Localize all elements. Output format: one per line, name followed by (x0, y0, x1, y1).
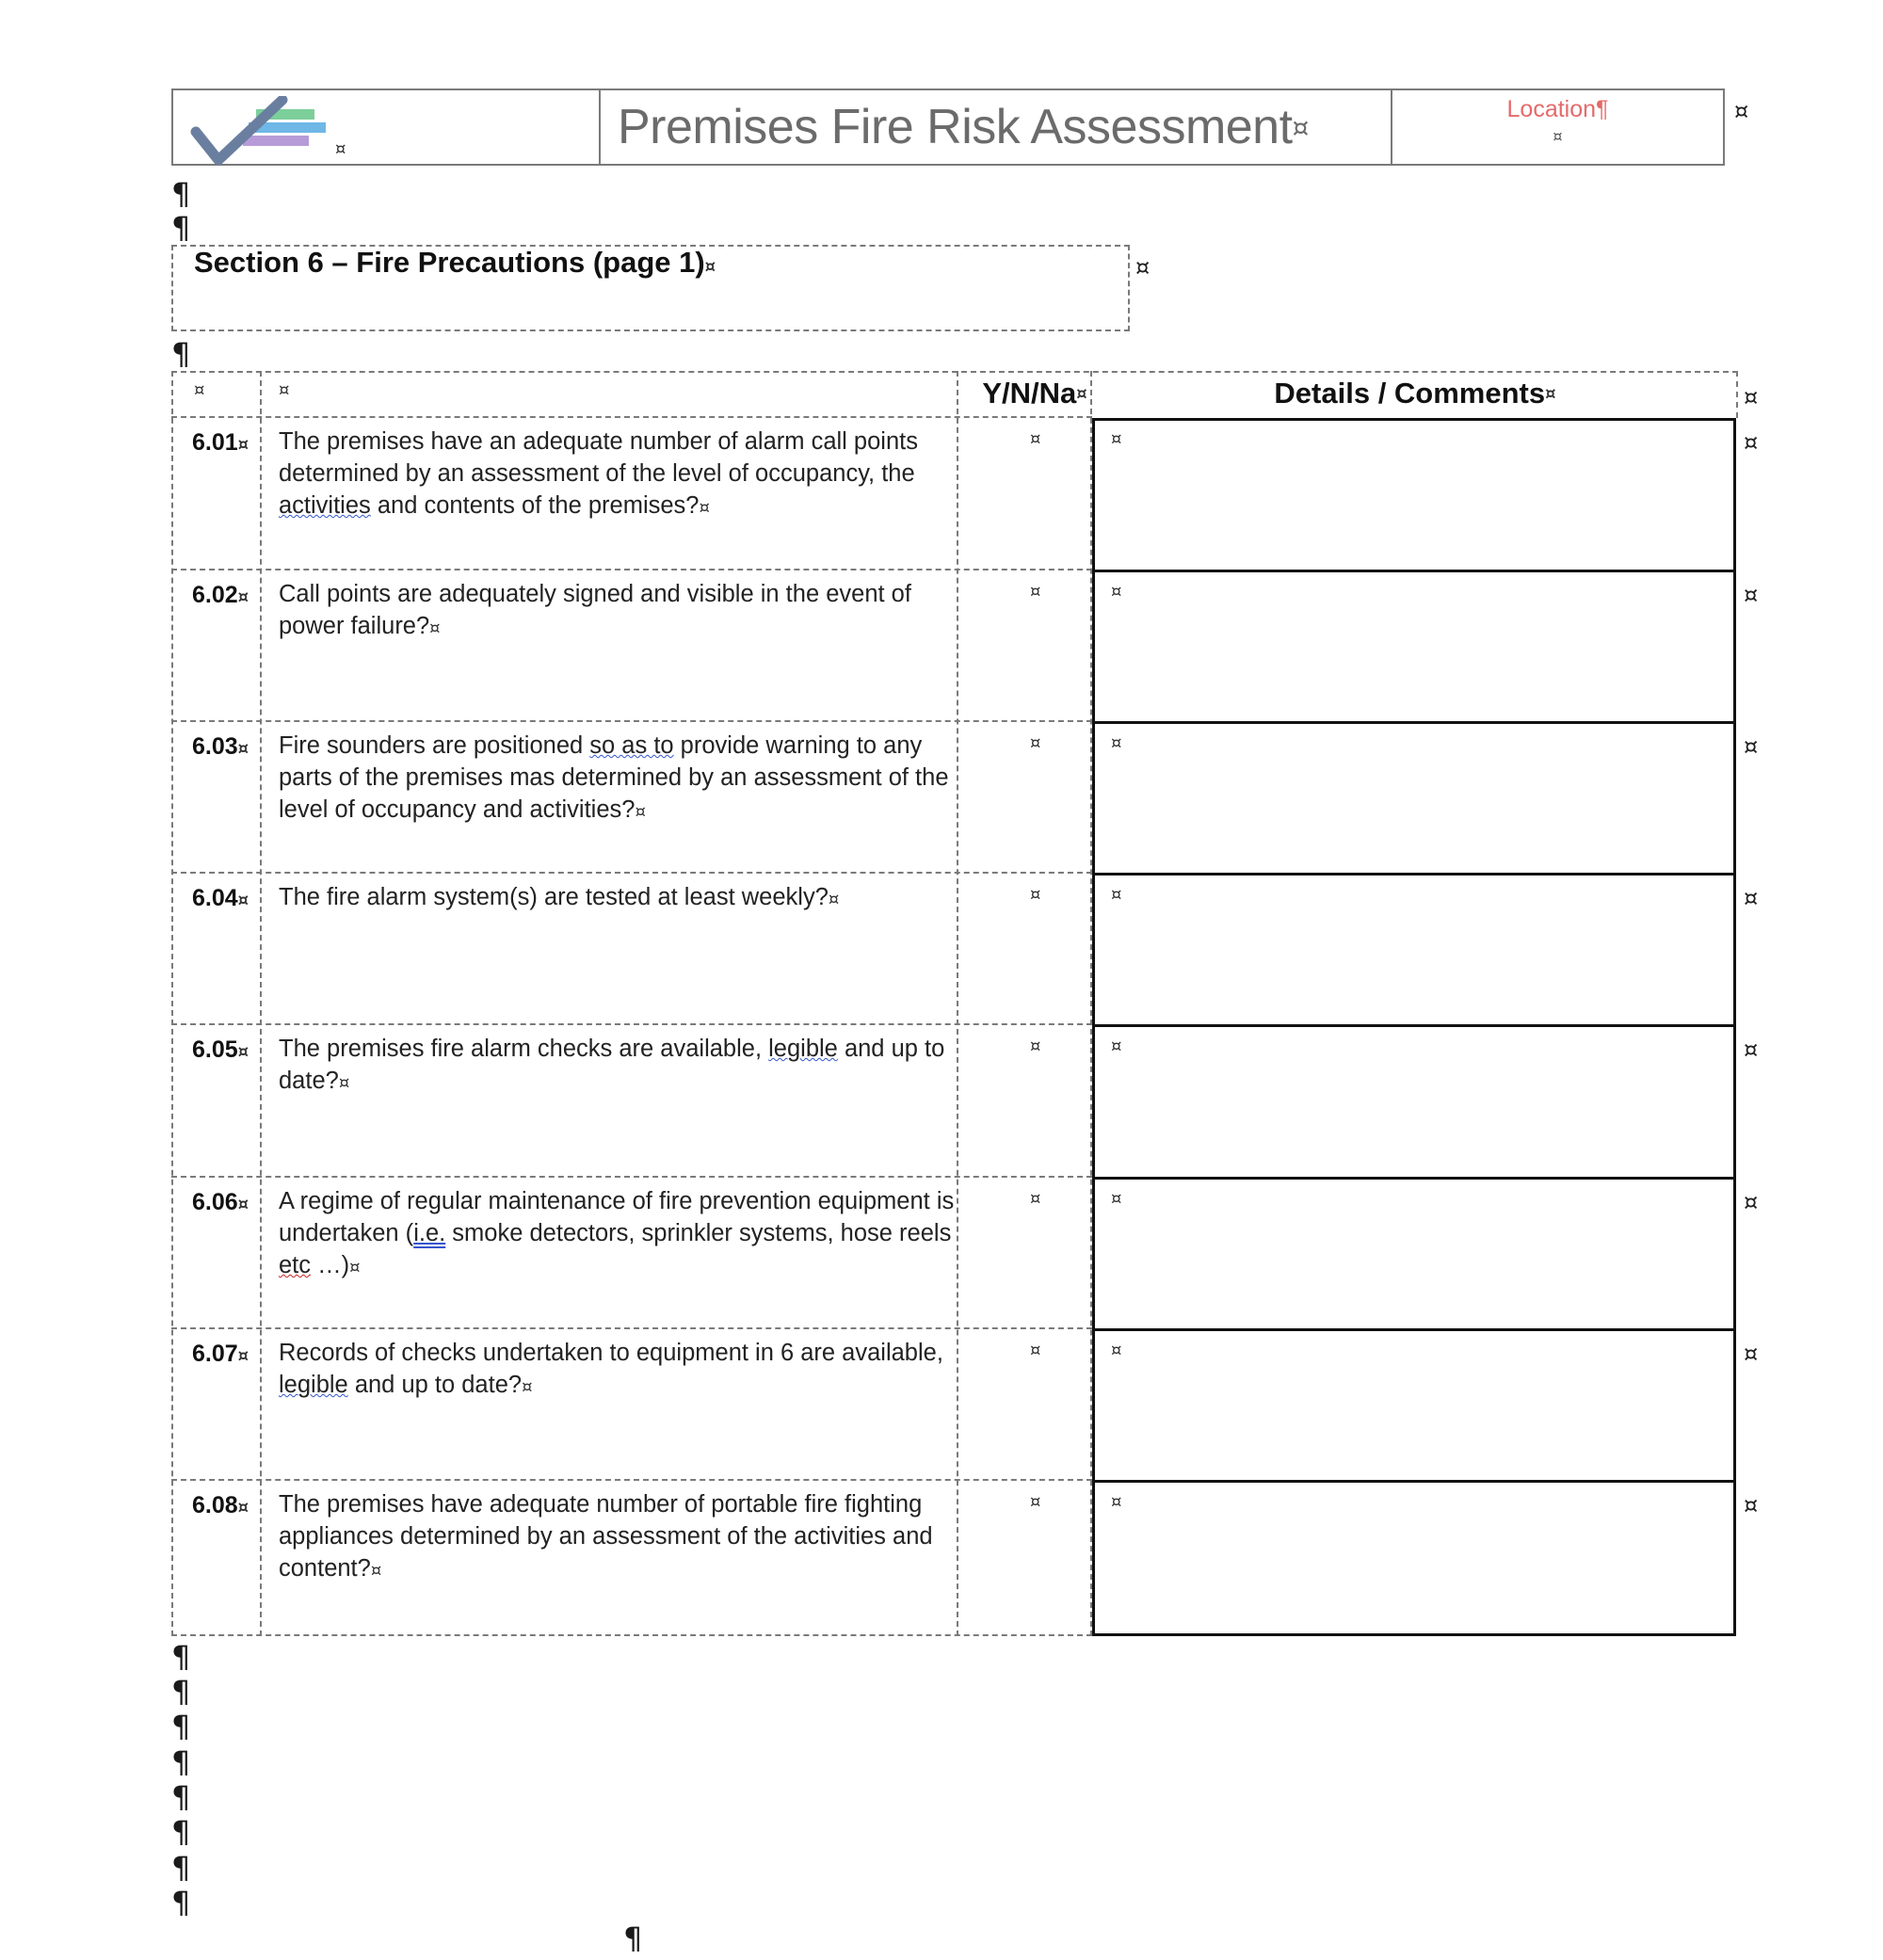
table-row (171, 1327, 1759, 1479)
yn-answer-cell[interactable]: ¤ (1030, 1036, 1041, 1056)
table-row (171, 720, 1759, 872)
question-text: Call points are adequately signed and visible in the event of power failure?¤ (279, 581, 911, 639)
question-text: Fire sounders are positioned so as to provide warning to any parts of the premises mas determined by an assessment of the level of occupancy and activities?¤ (279, 732, 949, 823)
details-answer-cell[interactable]: ¤ (1111, 429, 1122, 449)
cell-end-mark: ¤ (1553, 127, 1563, 145)
table-row (171, 416, 1759, 568)
row-end-mark: ¤ (1744, 1189, 1759, 1215)
question-number: 6.08¤ (192, 1492, 249, 1518)
paragraph-mark: ¶ (171, 1674, 191, 1710)
paragraph-mark: ¶ (171, 1814, 191, 1850)
row-end-mark: ¤ (1744, 1341, 1759, 1367)
section-heading: Section 6 – Fire Precautions (page 1)¤ (194, 246, 716, 279)
question-number: 6.03¤ (192, 733, 249, 760)
row-end-mark: ¤ (1744, 429, 1759, 456)
logo-cell (173, 90, 601, 164)
paragraph-mark: ¶ (171, 1779, 191, 1815)
details-answer-cell[interactable]: ¤ (1111, 1492, 1122, 1512)
row-end-mark: ¤ (1744, 384, 1759, 410)
row-end-mark: ¤ (1744, 885, 1759, 911)
paragraph-mark: ¶ (623, 1920, 643, 1956)
location-cell[interactable] (1392, 90, 1723, 164)
question-number: 6.07¤ (192, 1341, 249, 1367)
cell-end-mark: ¤ (335, 139, 346, 159)
cell-end-mark: ¤ (194, 380, 205, 400)
column-header-yn: Y/N/Na ¤ (982, 377, 1087, 410)
paragraph-mark: ¶ (171, 1744, 191, 1780)
question-number: 6.05¤ (192, 1036, 249, 1063)
question-text: The premises have an adequate number of alarm call points determined by an assessment of the level of occupancy, the activities and contents of the premises?¤ (279, 428, 918, 519)
paragraph-mark: ¶ (171, 1639, 191, 1675)
table-row (171, 569, 1759, 720)
details-answer-cell[interactable]: ¤ (1111, 885, 1122, 905)
section-heading-box (171, 245, 1130, 331)
paragraph-mark: ¶ (171, 1850, 191, 1886)
question-number: 6.02¤ (192, 582, 249, 608)
row-end-mark: ¤ (1135, 254, 1151, 281)
yn-answer-cell[interactable]: ¤ (1030, 429, 1041, 449)
cell-end-mark: ¤ (279, 380, 290, 400)
question-number: 6.06¤ (192, 1189, 249, 1215)
row-end-mark: ¤ (1744, 733, 1759, 760)
details-answer-cell[interactable]: ¤ (1111, 1189, 1122, 1209)
row-end-mark: ¤ (1734, 98, 1749, 124)
title-cell (601, 90, 1392, 164)
yn-answer-cell[interactable]: ¤ (1030, 733, 1041, 753)
yn-answer-cell[interactable]: ¤ (1030, 1341, 1041, 1360)
column-header-details: Details / Comments ¤ (1274, 377, 1556, 410)
row-end-mark: ¤ (1744, 1036, 1759, 1063)
document-title: Premises Fire Risk Assessment (618, 100, 1293, 154)
details-answer-cell[interactable]: ¤ (1111, 733, 1122, 753)
yn-answer-cell[interactable]: ¤ (1030, 1492, 1041, 1512)
details-answer-cell[interactable]: ¤ (1111, 1341, 1122, 1360)
question-number: 6.01¤ (192, 429, 249, 456)
paragraph-mark: ¶ (171, 176, 191, 212)
paragraph-mark: ¶ (171, 336, 191, 372)
row-end-mark: ¤ (1744, 1492, 1759, 1518)
question-text: Records of checks undertaken to equipment in 6 are available, legible and up to date?¤ (279, 1340, 943, 1398)
paragraph-mark: ¶ (171, 210, 191, 246)
table-row (171, 1479, 1759, 1631)
details-answer-cell[interactable]: ¤ (1111, 1036, 1122, 1056)
question-number: 6.04¤ (192, 885, 249, 911)
fire-precautions-table (171, 371, 1759, 1636)
yn-answer-cell[interactable]: ¤ (1030, 885, 1041, 905)
checkmark-logo-icon (190, 96, 331, 168)
table-row (171, 872, 1759, 1023)
location-label: Location¶ (1506, 96, 1609, 122)
paragraph-mark: ¶ (171, 1709, 191, 1744)
question-text: A regime of regular maintenance of fire prevention equipment is undertaken (i.e. smoke detectors, sprinkler systems, hose reels etc …)¤ (279, 1188, 955, 1278)
table-row (171, 1023, 1759, 1175)
question-text: The premises fire alarm checks are available, legible and up to date?¤ (279, 1036, 945, 1094)
cell-end-mark: ¤ (1292, 111, 1310, 143)
details-answer-cell[interactable]: ¤ (1111, 582, 1122, 602)
row-end-mark: ¤ (1744, 582, 1759, 608)
table-row (171, 1176, 1759, 1327)
question-text: The premises have adequate number of portable fire fighting appliances determined by an assessment of the activities and content?¤ (279, 1491, 933, 1582)
question-text: The fire alarm system(s) are tested at least weekly?¤ (279, 884, 840, 910)
yn-answer-cell[interactable]: ¤ (1030, 582, 1041, 602)
header-table (171, 88, 1725, 166)
paragraph-mark: ¶ (171, 1885, 191, 1920)
yn-answer-cell[interactable]: ¤ (1030, 1189, 1041, 1209)
